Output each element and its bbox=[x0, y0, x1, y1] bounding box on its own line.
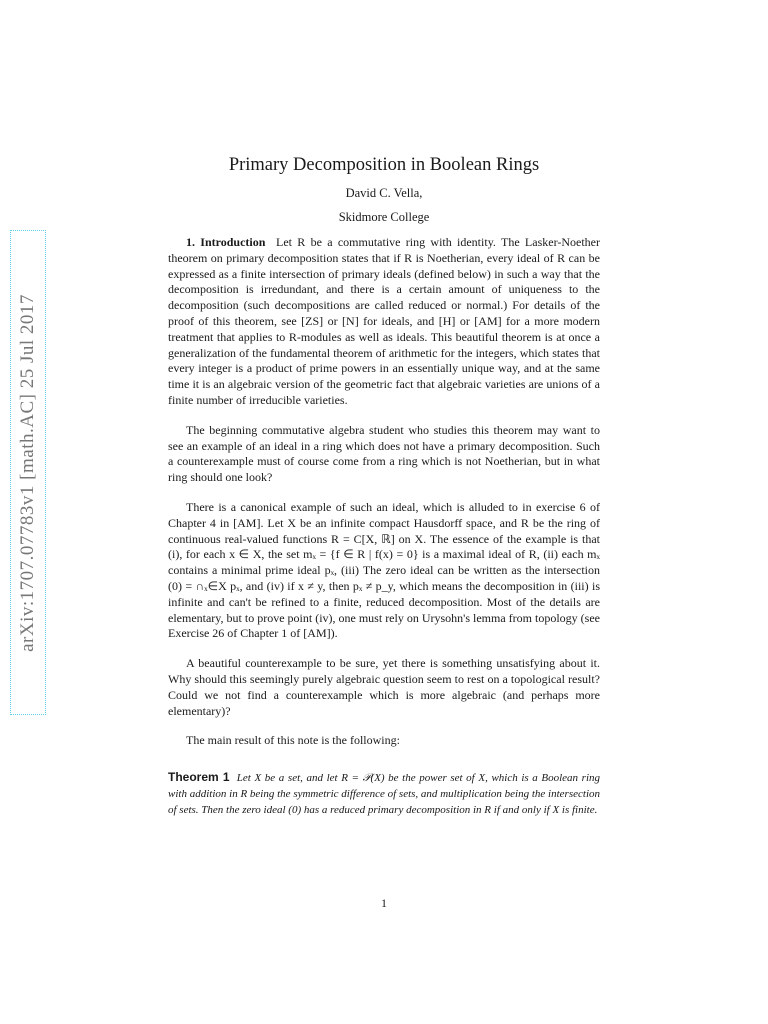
intro-paragraph-4: A beautiful counterexample to be sure, yet there is something unsatisfying about it. Why should this seemingly purely algebraic question seem to rest on a topological result? Could we not find a counterexample which is more algebraic (and perhaps more elementary)? bbox=[168, 656, 600, 718]
paper-page bbox=[168, 155, 600, 819]
author-affiliation: Skidmore College bbox=[338, 210, 430, 224]
arxiv-id: arXiv:1707.07783v1 [math.AC] 25 Jul 2017 bbox=[17, 293, 38, 652]
theorem-1 bbox=[168, 770, 600, 818]
section-heading: 1. Introduction bbox=[186, 235, 266, 249]
theorem-text: Let X be a set, and let R = 𝒫(X) be the power set of X, which is a Boolean ring with addition in R being the symmetric difference of sets, and multiplication being the intersection of sets. Then the zero ideal (0) has a reduced primary decomposition in R if and only if X is finite. bbox=[168, 772, 601, 816]
page-number: 1 bbox=[381, 896, 387, 910]
intro-paragraph-5: The main result of this note is the following: bbox=[186, 733, 400, 748]
theorem-label: Theorem 1 bbox=[168, 770, 230, 785]
intro-paragraph-3: There is a canonical example of such an ideal, which is alluded to in exercise 6 of Chapter 4 in [AM]. Let X be an infinite compact Hausdorff space, and R be the ring of continuous real-valued functions R = C[X, ℝ] on X. The essence of the example is that (i), for each x ∈ X, the set mₓ = {f ∈ R | f(x) = 0} is a maximal ideal of R, (ii) each mₓ contains a minimal prime ideal pₓ, (iii) The zero ideal can be written as the intersection (0) = ∩ₓ∈X pₓ, and (iv) if x ≠ y, then pₓ ≠ p_y, which means the decomposition in (iii) is infinite and can't be refined to a finite, reduced decomposition. Most of the details are elementary, but to prove point (iv), one must rely on Urysohn's lemma from topology (see Exercise 26 of Chapter 1 of [AM]). bbox=[168, 499, 600, 641]
intro-paragraph-2: The beginning commutative algebra student who studies this theorem may want to see an example of an ideal in a ring which does not have a primary decomposition. Such a counterexample must of course come from a ring which is not Noetherian, but in what ring should one look? bbox=[168, 422, 600, 485]
intro-p1-text: Let R be a commutative ring with identity. The Lasker-Noether theorem on primary decomposition states that if R is Noetherian, every ideal of R can be expressed as a finite intersection of primary ideals (defined below) in such a way that the decomposition is irredundant, and there is a certain amount of uniqueness to the decomposition (such decompositions are called reduced or normal.) For details of the proof of this theorem, see [ZS] or [N] for ideals, and [H] or [AM] for a more modern treatment that applies to R-modules as well as ideals. This beautiful theorem is at once a generalization of the fundamental theorem of arithmetic for the integers, which states that every integer is a product of prime powers in an essentially unique way, and at the same time it is an algebraic version of the geometric fact that algebraic varieties are unions of a finite number of irreducible varieties. bbox=[168, 235, 600, 407]
paper-title: Primary Decomposition in Boolean Rings bbox=[228, 155, 540, 175]
author-name: David C. Vella, bbox=[345, 186, 423, 200]
arxiv-stamp bbox=[10, 230, 46, 715]
intro-paragraph-1 bbox=[168, 235, 600, 409]
